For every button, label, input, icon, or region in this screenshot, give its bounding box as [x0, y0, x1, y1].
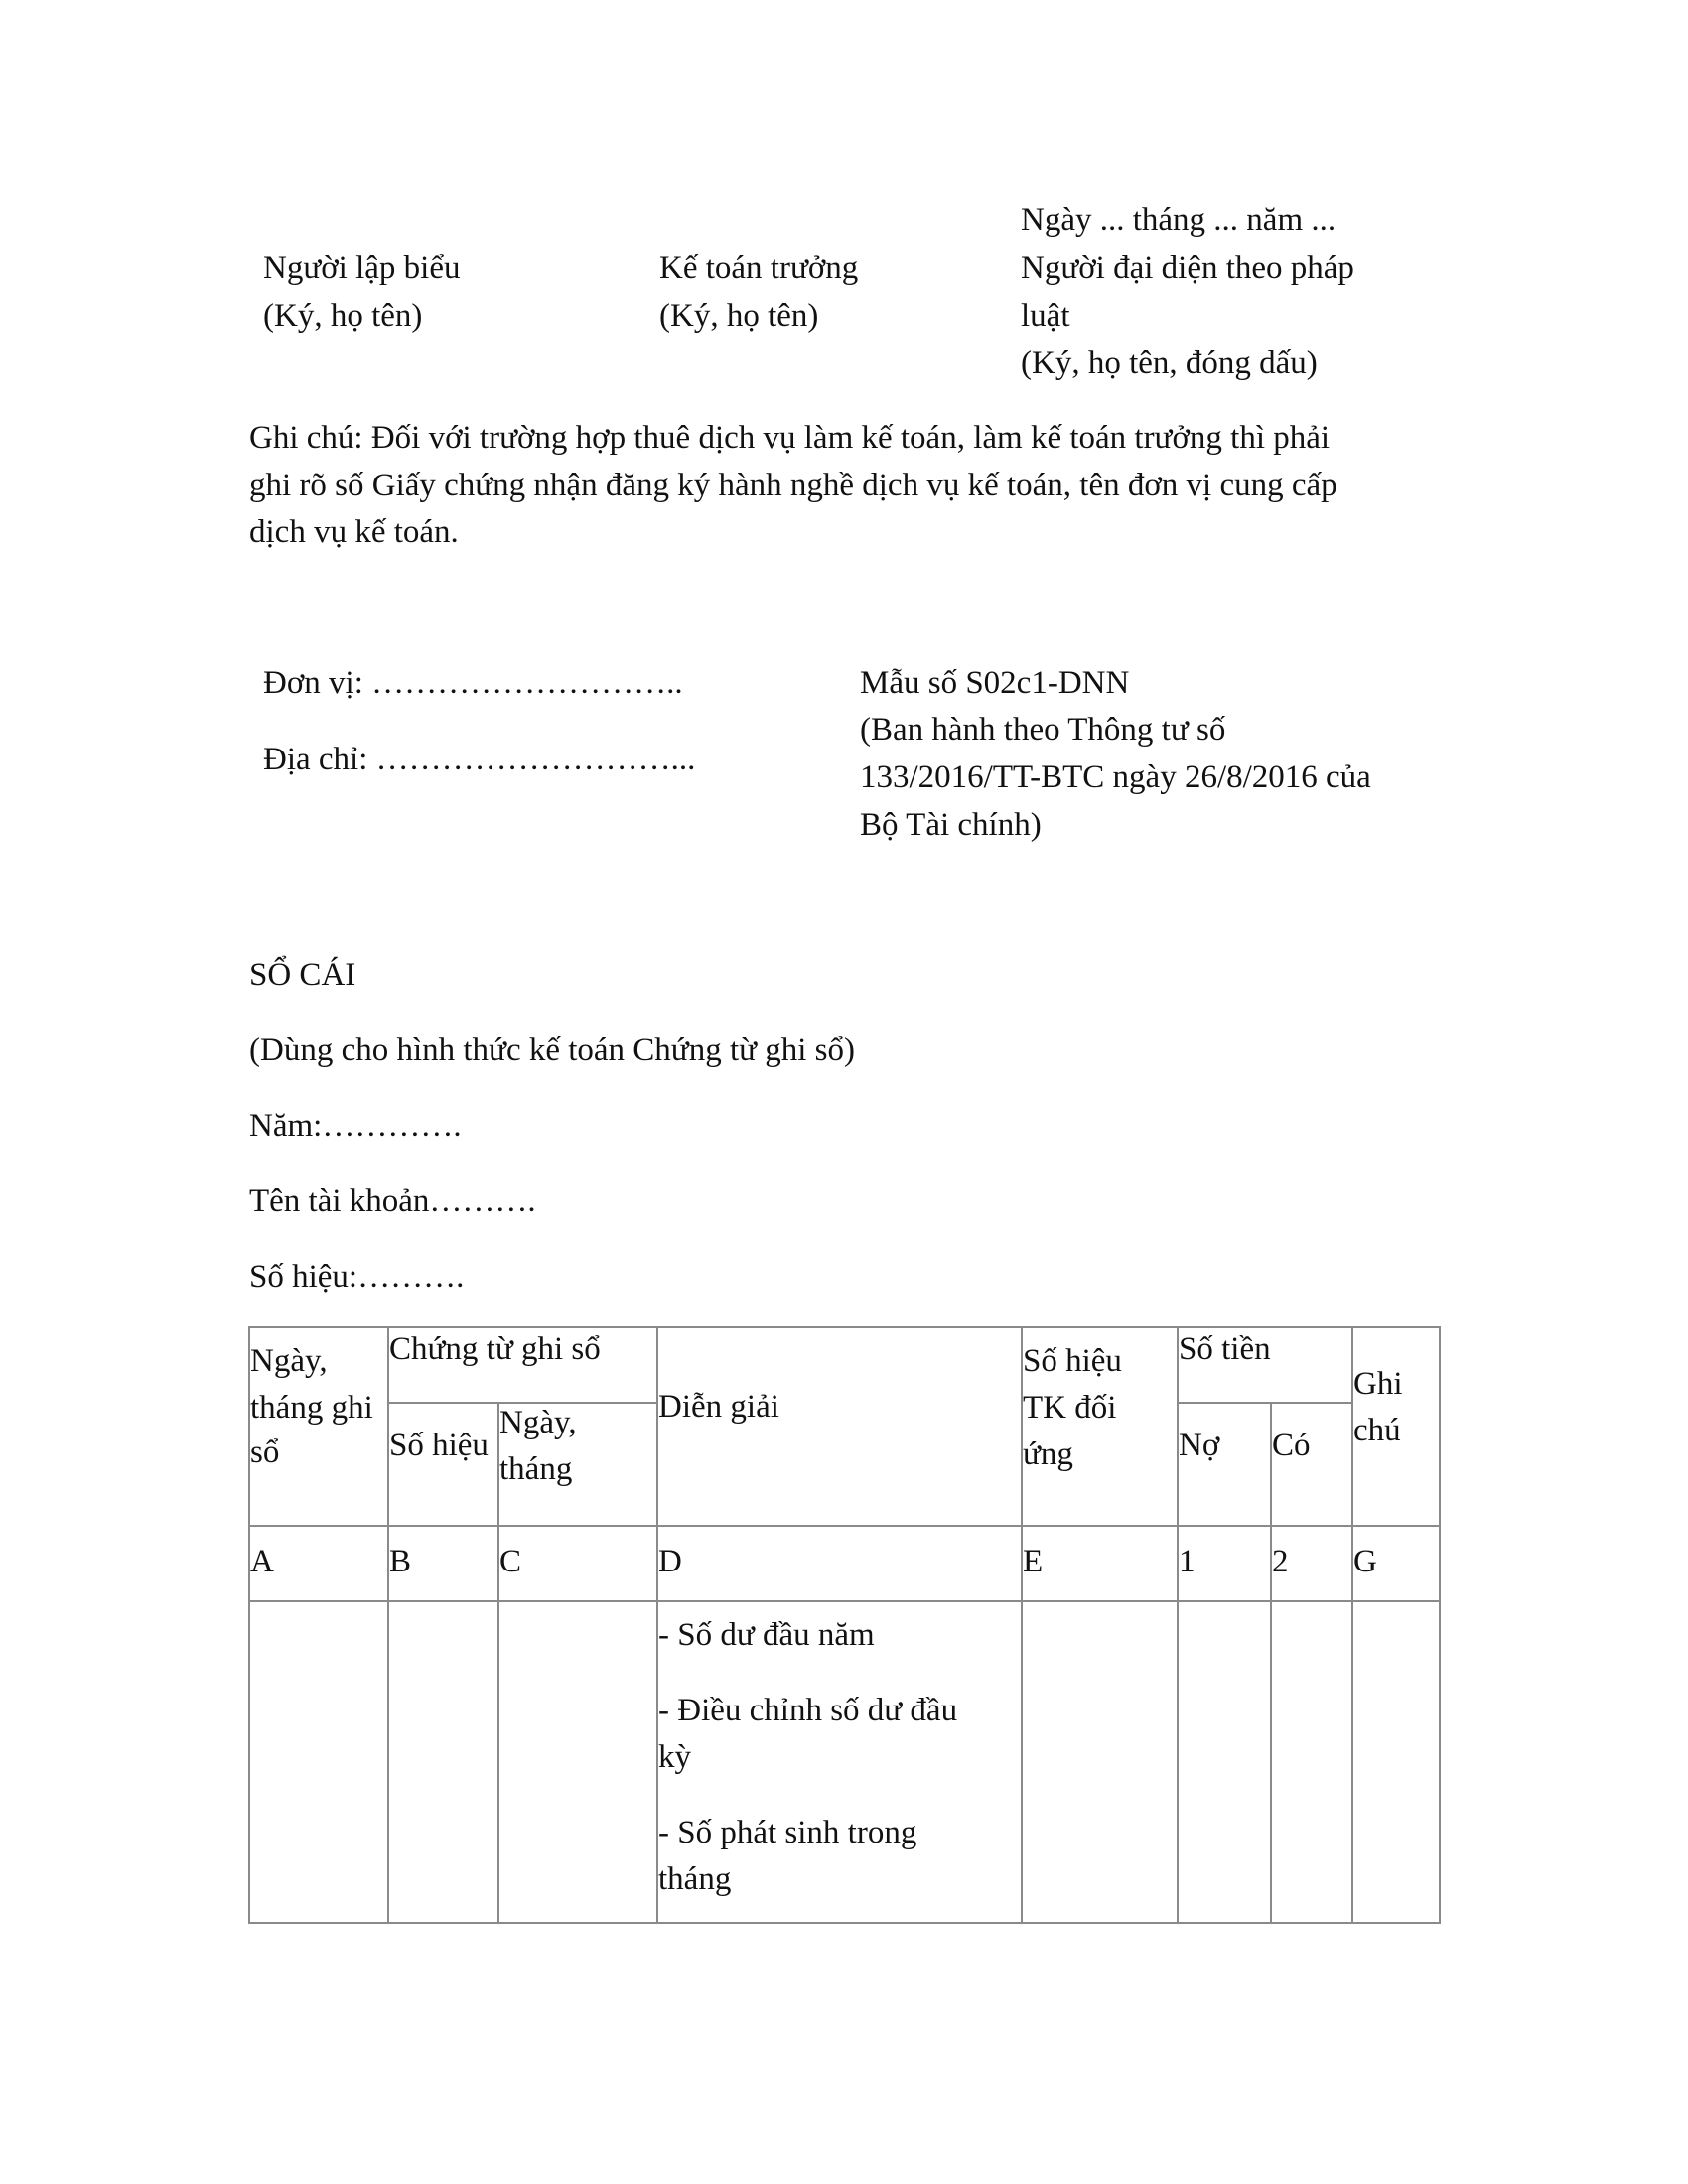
header-voucher-date: [499, 1400, 577, 1493]
header-contra-account-line: Số hiệu: [1023, 1343, 1122, 1379]
ledger-subtitle: (Dùng cho hình thức kế toán Chứng từ ghi sổ): [249, 1032, 856, 1068]
header-voucher-group: Chứng từ ghi sổ: [389, 1331, 601, 1367]
description-balance-adjustment-cont: kỳ: [658, 1739, 691, 1775]
header-remarks: [1353, 1361, 1403, 1454]
note-line-2: ghi rõ số Giấy chứng nhận đăng ký hành nghề dịch vụ kế toán, tên đơn vị cung cấp: [249, 468, 1337, 503]
description-monthly-transactions-cont: tháng: [658, 1861, 732, 1897]
ledger-account-code: Số hiệu:……….: [249, 1259, 465, 1295]
legal-rep-note: (Ký, họ tên, đóng dấu): [1021, 345, 1318, 381]
col-line-a-b: [387, 1326, 389, 1924]
header-voucher-date-line: tháng: [499, 1451, 573, 1487]
header-remarks-line: Ghi: [1353, 1366, 1403, 1402]
note-line-3: dịch vụ kế toán.: [249, 514, 459, 550]
header-contra-account-line: TK đối: [1023, 1390, 1117, 1426]
description-balance-adjustment: - Điều chỉnh số dư đầu: [658, 1693, 958, 1728]
preparer-note: (Ký, họ tên): [263, 298, 423, 334]
description-monthly-transactions: - Số phát sinh trong: [658, 1815, 917, 1850]
header-subrow-line-amount: [1178, 1402, 1353, 1404]
legal-rep-title-line1: Người đại diện theo pháp: [1021, 250, 1354, 286]
form-code: Mẫu số S02c1-DNN: [860, 665, 1130, 701]
header-contra-account-line: ứng: [1023, 1436, 1073, 1472]
header-date-line: tháng ghi: [250, 1390, 373, 1426]
signature-date-line: Ngày ... tháng ... năm ...: [1021, 203, 1336, 238]
header-date: [250, 1338, 373, 1476]
header-description: Diễn giải: [658, 1389, 779, 1425]
header-date-line: Ngày,: [250, 1343, 328, 1379]
ledger-title: SỔ CÁI: [249, 957, 356, 993]
code-row-bottom-line: [249, 1600, 1441, 1602]
note-line-1: Ghi chú: Đối với trường hợp thuê dịch vụ làm kế toán, làm kế toán trưởng thì phải: [249, 420, 1331, 456]
table-border-bottom: [249, 1922, 1441, 1924]
column-code-b: B: [389, 1544, 412, 1579]
column-code-d: D: [658, 1544, 682, 1579]
header-date-line: sổ: [250, 1434, 280, 1470]
preparer-title: Người lập biểu: [263, 250, 461, 286]
body-description: [658, 1612, 957, 1903]
col-line-e-1: [1177, 1326, 1179, 1924]
address-field: Địa chỉ: ………………………...: [263, 742, 696, 777]
legal-rep-title-line2: luật: [1021, 298, 1070, 334]
issued-line-3: Bộ Tài chính): [860, 807, 1042, 843]
header-credit: Có: [1272, 1428, 1311, 1463]
table-border-right: [1439, 1326, 1441, 1924]
header-bottom-line: [249, 1525, 1441, 1527]
header-debit: Nợ: [1179, 1428, 1220, 1463]
ledger-year: Năm:………….: [249, 1108, 462, 1144]
column-code-g: G: [1353, 1544, 1377, 1579]
chief-accountant-title: Kế toán trưởng: [659, 250, 859, 286]
chief-accountant-note: (Ký, họ tên): [659, 298, 819, 334]
ledger-account-name: Tên tài khoản……….: [249, 1183, 536, 1219]
header-voucher-number: Số hiệu: [389, 1428, 489, 1463]
column-code-1: 1: [1179, 1544, 1196, 1579]
issued-line-1: (Ban hành theo Thông tư số: [860, 712, 1226, 748]
col-line-1-2: [1270, 1402, 1272, 1924]
issued-line-2: 133/2016/TT-BTC ngày 26/8/2016 của: [860, 759, 1371, 795]
column-code-c: C: [499, 1544, 522, 1579]
header-contra-account: [1023, 1338, 1122, 1478]
unit-field: Đơn vị: ………………………..: [263, 665, 683, 701]
description-opening-balance: - Số dư đầu năm: [658, 1617, 875, 1653]
column-code-2: 2: [1272, 1544, 1289, 1579]
header-voucher-date-line: Ngày,: [499, 1405, 577, 1440]
column-code-e: E: [1023, 1544, 1044, 1579]
column-code-a: A: [250, 1544, 274, 1579]
header-remarks-line: chú: [1353, 1413, 1401, 1448]
header-amount-group: Số tiền: [1179, 1331, 1271, 1367]
